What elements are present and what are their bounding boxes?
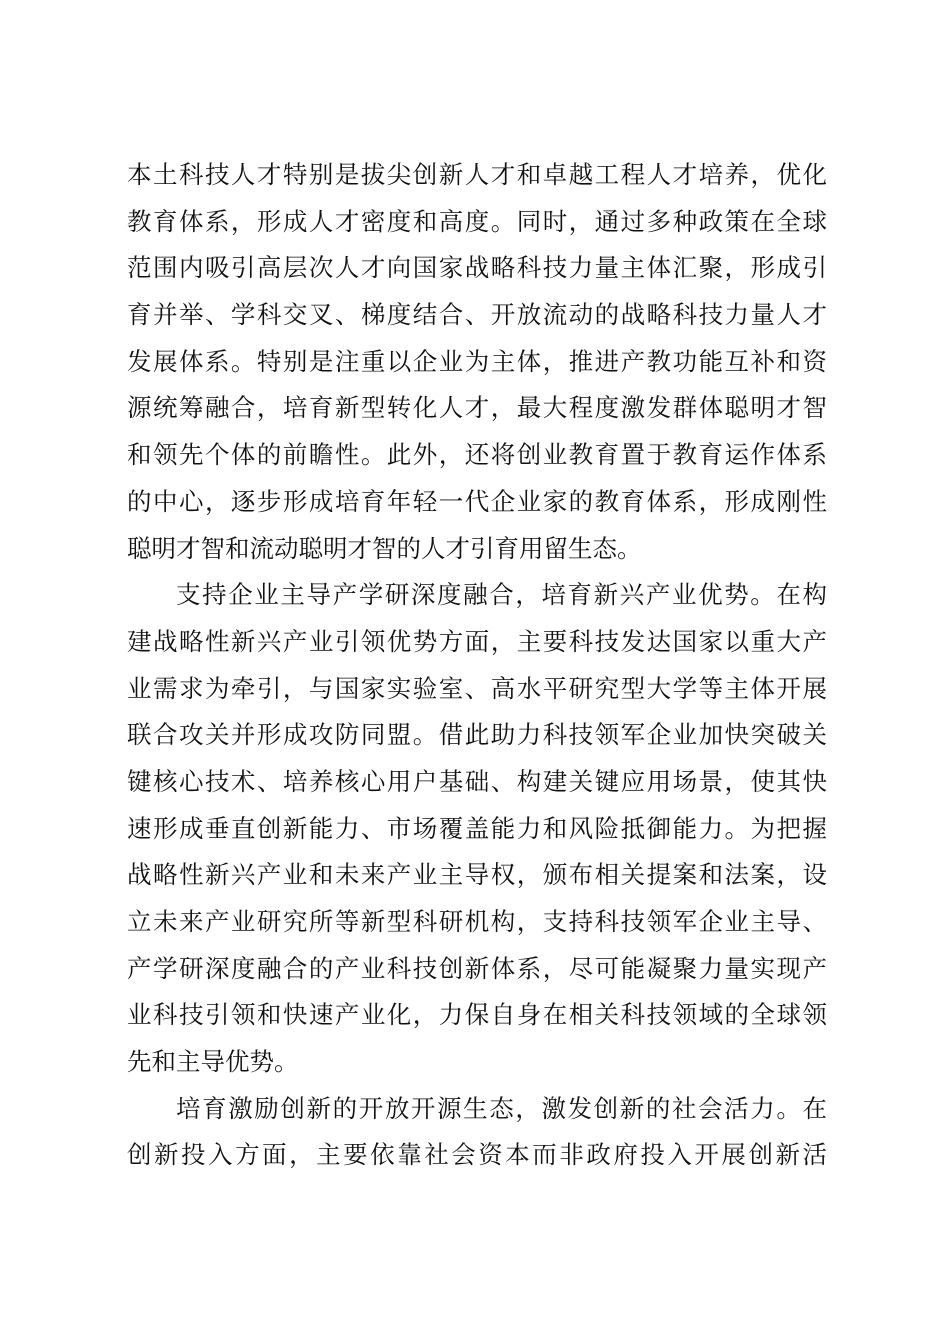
text-line: 业需求为牵引，与国家实验室、高水平研究型大学等主体开展 [127, 673, 829, 703]
text-line: 速形成垂直创新能力、市场覆盖能力和风险抵御能力。为把握 [127, 813, 829, 843]
text-line: 发展体系。特别是注重以企业为主体，推进产教功能互补和资 [127, 346, 829, 376]
text-line: 范围内吸引高层次人才向国家战略科技力量主体汇聚，形成引 [127, 253, 829, 283]
text-line: 的中心，逐步形成培育年轻一代企业家的教育体系，形成刚性 [127, 486, 829, 516]
text-line: 产学研深度融合的产业科技创新体系，尽可能凝聚力量实现产 [127, 953, 829, 983]
text-line: 教育体系，形成人才密度和高度。同时，通过多种政策在全球 [127, 206, 829, 236]
text-line: 本土科技人才特别是拔尖创新人才和卓越工程人才培养，优化 [127, 160, 829, 189]
paragraph-first-line: 培育激励创新的开放开源生态，激发创新的社会活力。在 [176, 1093, 829, 1123]
text-line: 创新投入方面，主要依靠社会资本而非政府投入开展创新活 [127, 1140, 830, 1170]
text-line: 和领先个体的前瞻性。此外，还将创业教育置于教育运作体系 [127, 440, 829, 470]
paragraph-first-line: 支持企业主导产学研深度融合，培育新兴产业优势。在构 [176, 580, 829, 610]
text-line: 先和主导优势。 [127, 1047, 299, 1077]
text-line: 立未来产业研究所等新型科研机构，支持科技领军企业主导、 [127, 907, 829, 936]
text-line: 育并举、学科交叉、梯度结合、开放流动的战略科技力量人才 [127, 300, 829, 330]
text-line: 键核心技术、培养核心用户基础、构建关键应用场景，使其快 [127, 766, 829, 796]
text-line: 战略性新兴产业和未来产业主导权，颁布相关提案和法案，设 [127, 860, 829, 890]
text-line: 业科技引领和快速产业化，力保自身在相关科技领域的全球领 [127, 1000, 829, 1030]
body-text [127, 152, 830, 1179]
text-line: 联合攻关并形成攻防同盟。借此助力科技领军企业加快突破关 [127, 720, 829, 750]
text-line: 聪明才智和流动聪明才智的人才引育用留生态。 [127, 533, 642, 563]
text-line: 源统筹融合，培育新型转化人才，最大程度激发群体聪明才智 [127, 393, 829, 423]
text-line: 建战略性新兴产业引领优势方面，主要科技发达国家以重大产 [127, 626, 829, 656]
